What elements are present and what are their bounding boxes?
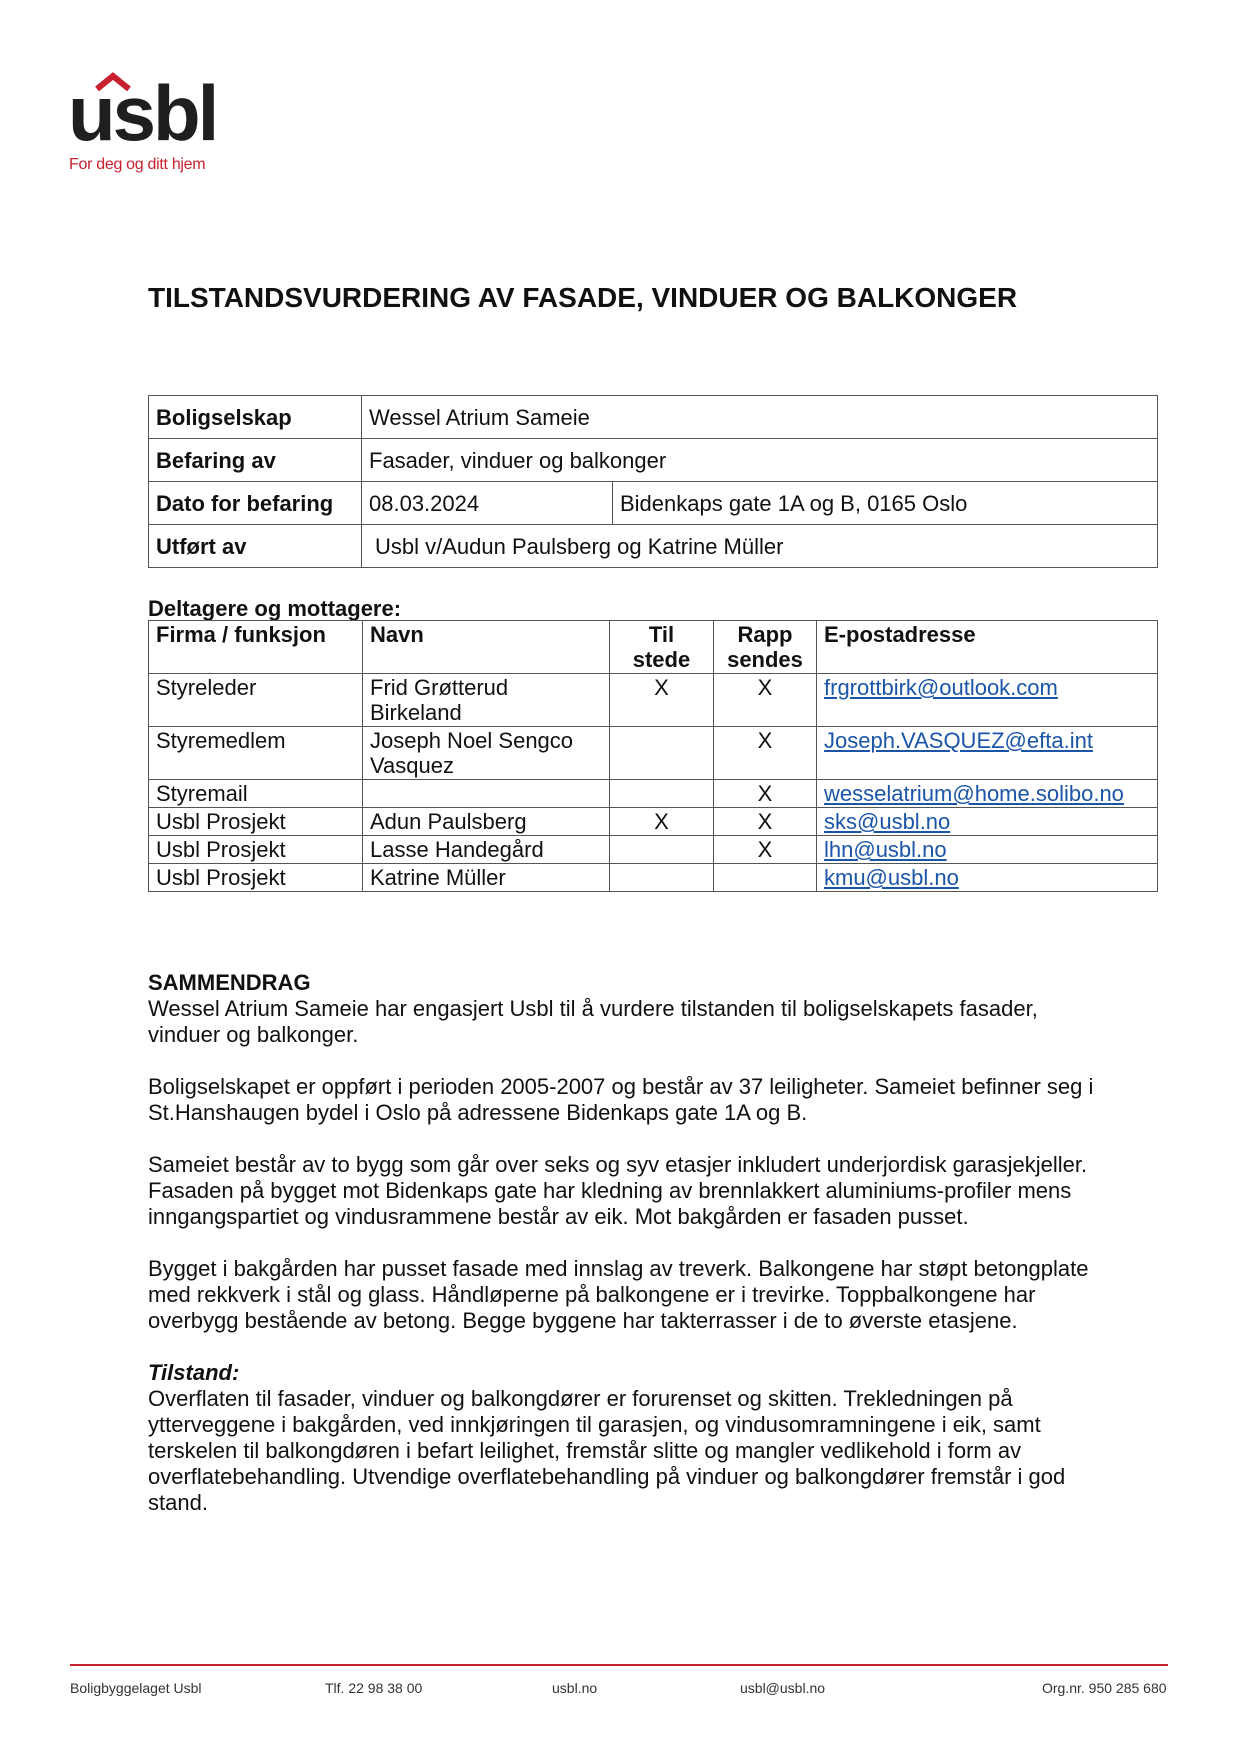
navn-cell bbox=[363, 780, 610, 808]
firma-cell: Styreleder bbox=[149, 674, 363, 727]
participants-table bbox=[148, 620, 1158, 892]
header-navn: Navn bbox=[363, 621, 610, 674]
til-stede-cell: X bbox=[610, 674, 714, 727]
summary-paragraph: Boligselskapet er oppført i perioden 2005-2007 og består av 37 leiligheter. Sameiet befinner seg i St.Hanshaugen bydel i Oslo på adressene Bidenkaps gate 1A og B. bbox=[148, 1074, 1094, 1125]
header-firma: Firma / funksjon bbox=[149, 621, 363, 674]
header-til-stede bbox=[610, 621, 714, 674]
footer-web: usbl.no bbox=[552, 1680, 598, 1696]
header-til-line2: stede bbox=[632, 647, 691, 672]
rapp-sendes-cell: X bbox=[714, 780, 817, 808]
participants-caption: Deltagere og mottagere: bbox=[148, 596, 402, 621]
logo-wordmark: usbl bbox=[68, 69, 217, 157]
boligselskap-label: Boligselskap bbox=[149, 396, 362, 439]
email-link[interactable]: lhn@usbl.no bbox=[824, 837, 947, 862]
header-rapp-line2: sendes bbox=[727, 647, 803, 672]
navn-cell: Frid Grøtterud Birkeland bbox=[363, 674, 610, 727]
usbl-logo bbox=[68, 70, 238, 180]
adresse-value: Bidenkaps gate 1A og B, 0165 Oslo bbox=[613, 482, 1158, 525]
firma-cell: Usbl Prosjekt bbox=[149, 808, 363, 836]
firma-cell: Usbl Prosjekt bbox=[149, 864, 363, 892]
tilstand-heading: Tilstand: bbox=[148, 1360, 240, 1385]
info-row-boligselskap bbox=[149, 396, 1158, 439]
info-row-befaring bbox=[149, 439, 1158, 482]
rapp-sendes-cell: X bbox=[714, 674, 817, 727]
befaring-value: Fasader, vinduer og balkonger bbox=[362, 439, 1158, 482]
rapp-sendes-cell bbox=[714, 864, 817, 892]
dato-label: Dato for befaring bbox=[149, 482, 362, 525]
summary-paragraph: Wessel Atrium Sameie har engasjert Usbl til å vurdere tilstanden til boligselskapets fasader, vinduer og balkonger. bbox=[148, 996, 1038, 1047]
epost-cell bbox=[817, 727, 1158, 780]
til-stede-cell bbox=[610, 836, 714, 864]
email-link[interactable]: kmu@usbl.no bbox=[824, 865, 959, 890]
table-row bbox=[149, 864, 1158, 892]
epost-cell bbox=[817, 808, 1158, 836]
summary-paragraph: Bygget i bakgården har pusset fasade med innslag av treverk. Balkongene har støpt betongplate med rekkverk i stål og glass. Håndløperne på balkongene er i trevirke. Toppbalkongene har overbygg bestående av betong. Begge byggene har takterrasser i de to øverste etasjene. bbox=[148, 1256, 1089, 1333]
table-row bbox=[149, 727, 1158, 780]
rapp-sendes-cell: X bbox=[714, 808, 817, 836]
footer-company: Boligbyggelaget Usbl bbox=[70, 1680, 202, 1696]
tilstand-paragraph: Overflaten til fasader, vinduer og balkongdører er forurenset og skitten. Trekledningen på ytterveggene i bakgården, ved innkjøringen til garasjen, og vindusomramningene i eik, samt terskelen til balkongdøren i befart leilighet, fremstår slitte og mangler vedlikehold i form av overflatebehandling. Utvendige overflatebehandling på vinduer og balkongdører fremstår i god stand. bbox=[148, 1386, 1066, 1515]
dato-value: 08.03.2024 bbox=[362, 482, 613, 525]
info-row-dato bbox=[149, 482, 1158, 525]
til-stede-cell bbox=[610, 864, 714, 892]
befaring-label: Befaring av bbox=[149, 439, 362, 482]
header-til-line1: Til bbox=[648, 622, 675, 647]
footer-phone: Tlf. 22 98 38 00 bbox=[325, 1680, 423, 1696]
participants-header-row bbox=[149, 621, 1158, 674]
footer-divider bbox=[70, 1664, 1168, 1666]
email-link[interactable]: Joseph.VASQUEZ@efta.int bbox=[824, 728, 1093, 753]
utfort-value: Usbl v/Audun Paulsberg og Katrine Müller bbox=[362, 525, 1158, 568]
boligselskap-value: Wessel Atrium Sameie bbox=[362, 396, 1158, 439]
navn-cell: Katrine Müller bbox=[363, 864, 610, 892]
info-row-utfort bbox=[149, 525, 1158, 568]
firma-cell: Styremail bbox=[149, 780, 363, 808]
table-row bbox=[149, 780, 1158, 808]
epost-cell bbox=[817, 674, 1158, 727]
firma-cell: Usbl Prosjekt bbox=[149, 836, 363, 864]
rapp-sendes-cell: X bbox=[714, 836, 817, 864]
header-rapp-sendes bbox=[714, 621, 817, 674]
email-link[interactable]: sks@usbl.no bbox=[824, 809, 951, 834]
email-link[interactable]: wesselatrium@home.solibo.no bbox=[824, 781, 1124, 806]
logo-tagline: For deg og ditt hjem bbox=[69, 156, 206, 173]
navn-cell: Lasse Handegård bbox=[363, 836, 610, 864]
epost-cell bbox=[817, 780, 1158, 808]
til-stede-cell bbox=[610, 727, 714, 780]
til-stede-cell bbox=[610, 780, 714, 808]
footer-email: usbl@usbl.no bbox=[740, 1680, 826, 1696]
footer-orgnr: Org.nr. 950 285 680 bbox=[1042, 1680, 1167, 1696]
til-stede-cell: X bbox=[610, 808, 714, 836]
navn-cell: Joseph Noel Sengco Vasquez bbox=[363, 727, 610, 780]
info-table bbox=[148, 395, 1158, 568]
header-epost: E-postadresse bbox=[817, 621, 1158, 674]
rapp-sendes-cell: X bbox=[714, 727, 817, 780]
summary-heading: SAMMENDRAG bbox=[148, 970, 311, 995]
table-row bbox=[149, 836, 1158, 864]
navn-cell: Adun Paulsberg bbox=[363, 808, 610, 836]
email-link[interactable]: frgrottbirk@outlook.com bbox=[824, 675, 1058, 700]
utfort-label: Utført av bbox=[149, 525, 362, 568]
header-rapp-line1: Rapp bbox=[737, 622, 793, 647]
table-row bbox=[149, 808, 1158, 836]
epost-cell bbox=[817, 836, 1158, 864]
firma-cell: Styremedlem bbox=[149, 727, 363, 780]
document-title: TILSTANDSVURDERING AV FASADE, VINDUER OG BALKONGER bbox=[148, 282, 1018, 313]
summary-paragraph: Sameiet består av to bygg som går over seks og syv etasjer inkludert underjordisk garasjekjeller. Fasaden på bygget mot Bidenkaps gate har kledning av brennlakkert aluminiums-profiler mens inngangspartiet og vindusrammene består av eik. Mot bakgården er fasaden pusset. bbox=[148, 1152, 1088, 1229]
summary-section bbox=[148, 970, 1108, 1542]
table-row bbox=[149, 674, 1158, 727]
epost-cell bbox=[817, 864, 1158, 892]
